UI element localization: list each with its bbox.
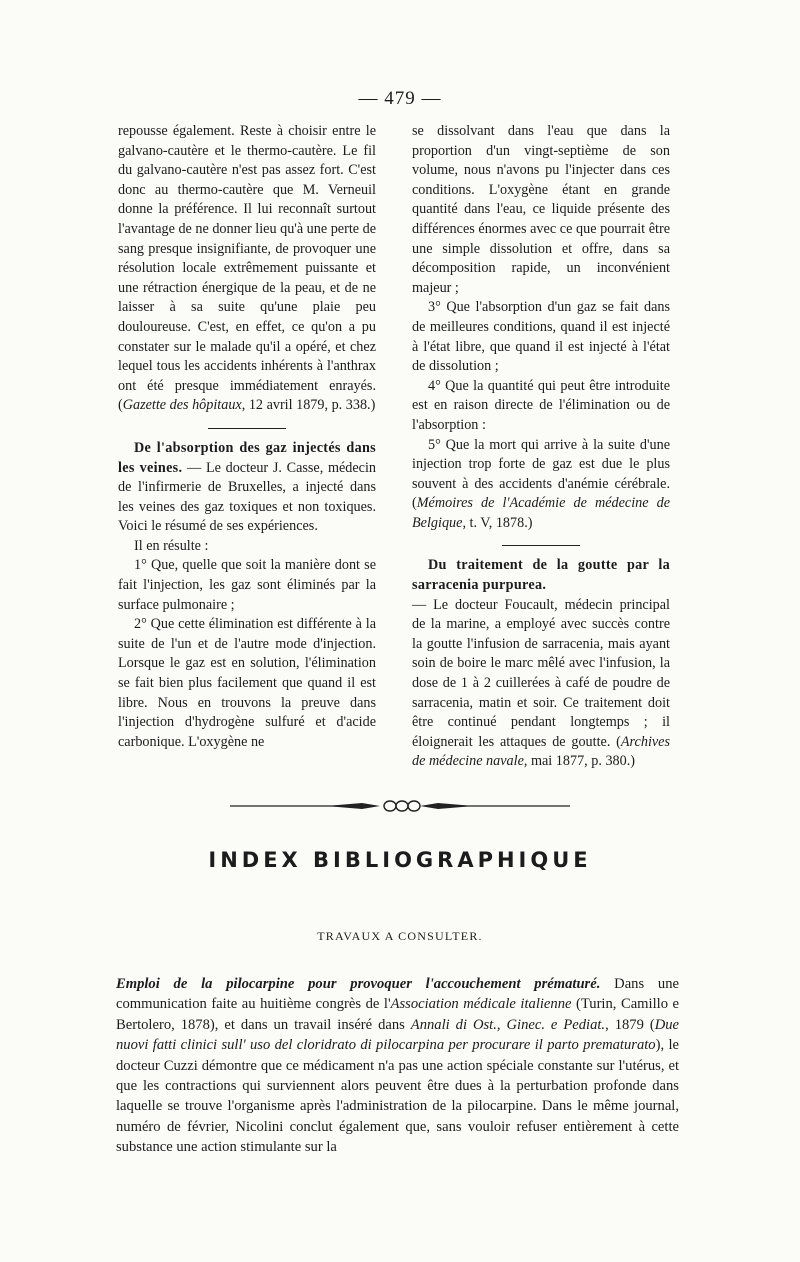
right-paragraph-2: 3° Que l'absorption d'un gaz se fait dans de meilleures conditions, quand il est injecté à l'état libre, que quand il est injecté à l'état de dissolution ;	[412, 299, 670, 375]
left-paragraph-5: 2° Que cette élimination est différente à la suite de l'un et de l'autre mode d'injection. Lorsque le gaz est en solution, l'élimination se fait bien plus facilement que quand il est libre. Nous en trouvons la preuve dans l'injection d'hydrogène sulfuré et d'acide carbonique. L'oxygène ne	[118, 616, 376, 750]
entry-title: Emploi de la pilocarpine pour provoquer l'accouchement prématuré.	[116, 976, 601, 992]
right-paragraph-3: 4° Que la quantité qui peut être introduite est en raison directe de l'élimination ou de l'absorption :	[412, 377, 670, 433]
entry-reference: Association médicale italienne	[390, 996, 572, 1013]
section-subheading: TRAVAUX A CONSULTER.	[317, 929, 483, 943]
right-paragraph-5	[412, 556, 670, 772]
left-paragraph-1	[118, 122, 376, 416]
left-paragraph-2	[118, 439, 376, 537]
entry-text: ), le docteur Cuzzi démontre que ce médicament n'a pas une action spéciale constante sur l'utérus, et que les contractions qui surviennent alors peuvent être dues à la perturbation profonde dans laquelle se trouve l'organisme après l'administration de la pilocarpine. Dans le même journal, numéro de février, Nicolini conclut également que, sans vouloir refuser entièrement à cette substance une action stimulante sur la	[116, 1037, 679, 1156]
right-paragraph-1: se dissolvant dans l'eau que dans la proportion d'un vingt-septième de son volume, nous n'avons pu l'injecter dans ces conditions. L'oxygène étant en grande quantité dans l'eau, ce liquide présente des différences énormes avec ce que pourrait être une simple dissolution et offre, dans sa décomposition rapide, un inconvénient majeur ;	[412, 123, 670, 296]
article-body: — Le docteur Foucault, médecin principal de la marine, a employé avec succès contre la goutte l'infusion de sarracenia, mais ayant soin de boire le marc mêlé avec l'infusion, la dose de 1 à 2 cuillerées à café de poudre de sarracenia, matin et soir. Ce traitement doit être continué pendant longtemps ; il éloignerait les attaques de goutte. (	[412, 596, 670, 750]
article-heading: Du traitement de la goutte par la sarracenia purpurea.	[412, 557, 670, 594]
citation-details: , mai 1877, p. 380.)	[523, 753, 635, 770]
entry-reference: Due nuovi fatti clinici sull' uso del cloridrato di pilocarpina per procurare il parto prematurato	[116, 1016, 680, 1054]
source-citation: Gazette des hôpitaux	[122, 397, 242, 414]
ornamental-divider	[230, 795, 570, 817]
right-paragraph-4-text: 5° Que la mort qui arrive à la suite d'une injection trop forte de gaz est due le plus souvent à des accidents d'anémie cérébrale. (	[412, 436, 670, 512]
bibliography-paragraph	[116, 974, 679, 1158]
left-paragraph-4: 1° Que, quelle que soit la manière dont se fait l'injection, les gaz sont éliminés par la surface pulmonaire ;	[118, 557, 376, 613]
section-divider	[208, 428, 286, 429]
article-heading: De l'absorption des gaz injectés dans les veines.	[118, 439, 376, 476]
bibliography-entry	[116, 974, 679, 1158]
page-number: — 479 —	[358, 88, 442, 109]
entry-text: , 1879 (	[605, 1016, 655, 1033]
citation-details: , 12 avril 1879, p. 338.)	[241, 397, 376, 414]
source-citation: Mémoires de l'Académie de médecine de Belgique	[412, 495, 670, 531]
entry-text: (Turin, Camillo e Bertolero, 1878), et dans un travail inséré dans	[116, 996, 679, 1033]
entry-reference: Annali di Ost., Ginec. e Pediat.	[410, 1016, 606, 1033]
left-column	[118, 122, 376, 752]
right-column	[412, 122, 670, 772]
index-title: INDEX BIBLIOGRAPHIQUE	[208, 848, 592, 872]
citation-details: , t. V, 1878.)	[462, 514, 533, 531]
left-paragraph-3: Il en résulte :	[134, 537, 209, 554]
source-citation: Archives de médecine navale	[412, 733, 670, 770]
right-paragraph-4	[412, 436, 670, 534]
section-divider	[502, 545, 580, 546]
article-intro: — Le docteur J. Casse, médecin de l'infirmerie de Bruxelles, a injecté dans les veines des gaz toxiques et non toxiques. Voici le résumé de ses expériences.	[118, 459, 377, 535]
left-paragraph-1-text: repousse également. Reste à choisir entre le galvano-cautère et le thermo-cautère. Le fil du galvano-cautère n'est pas assez fort. C'est donc au thermo-cautère que M. Verneuil donne la préférence. Il lui reconnaît surtout l'avantage de ne donner lieu qu'à une perte de sang presque insignifiante, de provoquer une résolution locale extrêmement puissante et une rétraction énergique de la peau, et de ne laisser à sa suite qu'une plaie peu douloureuse. C'est, en effet, ce qu'on a pu constater sur le malade qu'il a opéré, et chez lequel tous les accidents inhérents à l'anthrax ont été presque immédiatement enrayés. (	[118, 123, 377, 414]
entry-text: Dans une communication faite au huitième congrès de l'	[116, 976, 679, 1013]
